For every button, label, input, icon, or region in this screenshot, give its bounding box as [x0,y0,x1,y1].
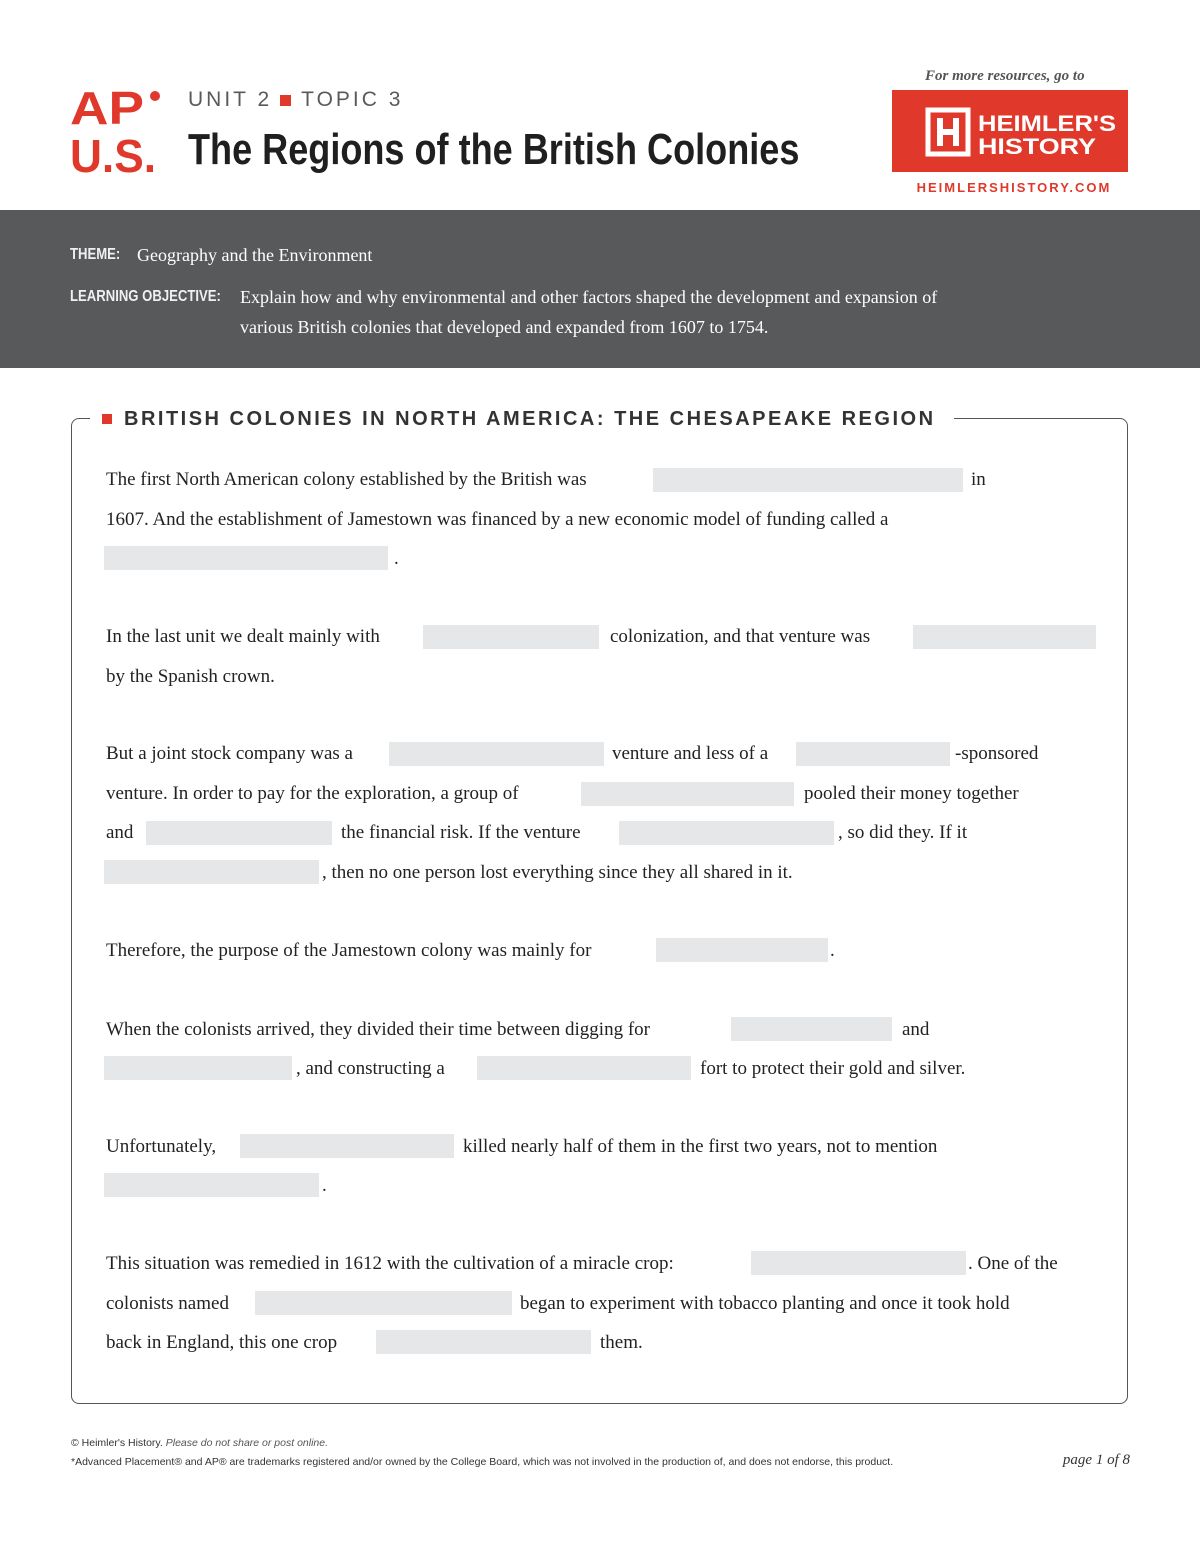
p2-text-b: colonization, and that venture was [610,626,871,647]
heading-square-icon [102,414,112,424]
blank-venture-kind[interactable] [389,742,604,766]
footer-trademark: *Advanced Placement® and AP® are trademarks registered and/or owned by the College Board, which was not involved in the production of, and does not endorse, this product. [71,1456,894,1468]
p1-text-c: 1607. And the establishment of Jamestown was financed by a new economic model of funding called a [106,509,889,530]
objective-label: LEARNING OBJECTIVE: [70,288,221,305]
blank-miracle-crop[interactable] [751,1251,966,1275]
p2-text-c: by the Spanish crown. [106,666,275,687]
blank-funding-model[interactable] [104,546,388,570]
unit-topic-line [188,88,403,112]
p1-text-a: The first North American colony established by the British was [106,469,587,490]
blank-venture-backing[interactable] [913,625,1096,649]
hh-monogram-icon [928,110,968,154]
blank-first-colony[interactable] [653,468,963,492]
page-number: page 1 of 8 [1062,1452,1130,1468]
p7-text-e: back in England, this one crop [106,1332,338,1353]
p6-text-a: Unfortunately, [106,1136,217,1157]
p3-text-e: pooled their money together [804,783,1019,804]
ap-us-logo [70,80,165,180]
p2-text-a: In the last unit we dealt mainly with [106,626,380,647]
theme-value: Geography and the Environment [137,245,373,265]
blank-additional-hardship[interactable] [104,1173,319,1197]
p7-text-b: . One of the [968,1253,1058,1274]
copyright-text: © Heimler's History. [71,1437,163,1449]
brand-line2: HISTORY [978,134,1097,159]
p3-text-i: , then no one person lost everything since they all shared in it. [322,862,793,883]
blank-colonist-name[interactable] [255,1291,512,1315]
brand-url-link[interactable]: HEIMLERSHISTORY.COM [916,180,1112,195]
p3-text-c: -sponsored [955,743,1039,764]
p3-text-f: and [106,822,134,843]
blank-fort-type[interactable] [477,1056,691,1080]
blank-colony-purpose[interactable] [656,938,828,962]
logo-line1: AP [70,82,144,134]
p6-text-c: . [322,1175,327,1196]
footer-copyright [71,1437,328,1449]
unit-label: UNIT 2 [188,88,273,111]
p1-text-d: . [394,548,399,569]
p1-text-b: in [971,469,986,490]
theme-label: THEME: [70,246,121,263]
p5-text-a: When the colonists arrived, they divided their time between digging for [106,1019,650,1040]
blank-risk-action[interactable] [146,821,332,845]
share-notice: Please do not share or post online. [165,1437,329,1449]
blank-sponsor[interactable] [796,742,950,766]
section-heading-text: BRITISH COLONIES IN NORTH AMERICA: THE CHESAPEAKE REGION [124,407,936,430]
blank-venture-outcome-success[interactable] [619,821,834,845]
objective-line-1: Explain how and why environmental and other factors shaped the development and expansion of [240,287,938,307]
p3-text-b: venture and less of a [612,743,769,764]
p5-text-d: fort to protect their gold and silver. [700,1058,966,1079]
logo-line2: U.S. [70,130,156,180]
blank-second-pursuit[interactable] [104,1056,292,1080]
blank-venture-outcome-failure[interactable] [104,860,319,884]
p4-text-a: Therefore, the purpose of the Jamestown colony was mainly for [106,940,592,961]
resources-text: For more resources, go to [925,68,1085,84]
section-heading [90,404,954,434]
blank-cause-of-death[interactable] [240,1134,454,1158]
p3-text-a: But a joint stock company was a [106,743,353,764]
p7-text-d: began to experiment with tobacco planting and once it took hold [520,1293,1010,1314]
objective-line-2: various British colonies that developed and expanded from 1607 to 1754. [240,317,769,337]
blank-crop-effect[interactable] [376,1330,591,1354]
blank-colonization-type[interactable] [423,625,599,649]
blank-investors[interactable] [581,782,794,806]
p7-text-c: colonists named [106,1293,229,1314]
page-title: The Regions of the British Colonies [188,125,800,174]
blank-digging-for[interactable] [731,1017,892,1041]
brand-line1: HEIMLER'S [978,111,1116,136]
p7-text-a: This situation was remedied in 1612 with the cultivation of a miracle crop: [106,1253,674,1274]
p7-text-f: them. [600,1332,643,1353]
p3-text-g: the financial risk. If the venture [341,822,581,843]
separator-square-icon [280,95,291,106]
heimlers-history-logo[interactable] [892,90,1128,172]
p3-text-d: venture. In order to pay for the exploration, a group of [106,783,519,804]
p4-text-b: . [830,940,835,961]
p3-text-h: , so did they. If it [838,822,968,843]
topic-label: TOPIC 3 [301,88,404,111]
p5-text-b: and [902,1019,930,1040]
p6-text-b: killed nearly half of them in the first two years, not to mention [463,1136,938,1157]
p5-text-c: , and constructing a [296,1058,445,1079]
